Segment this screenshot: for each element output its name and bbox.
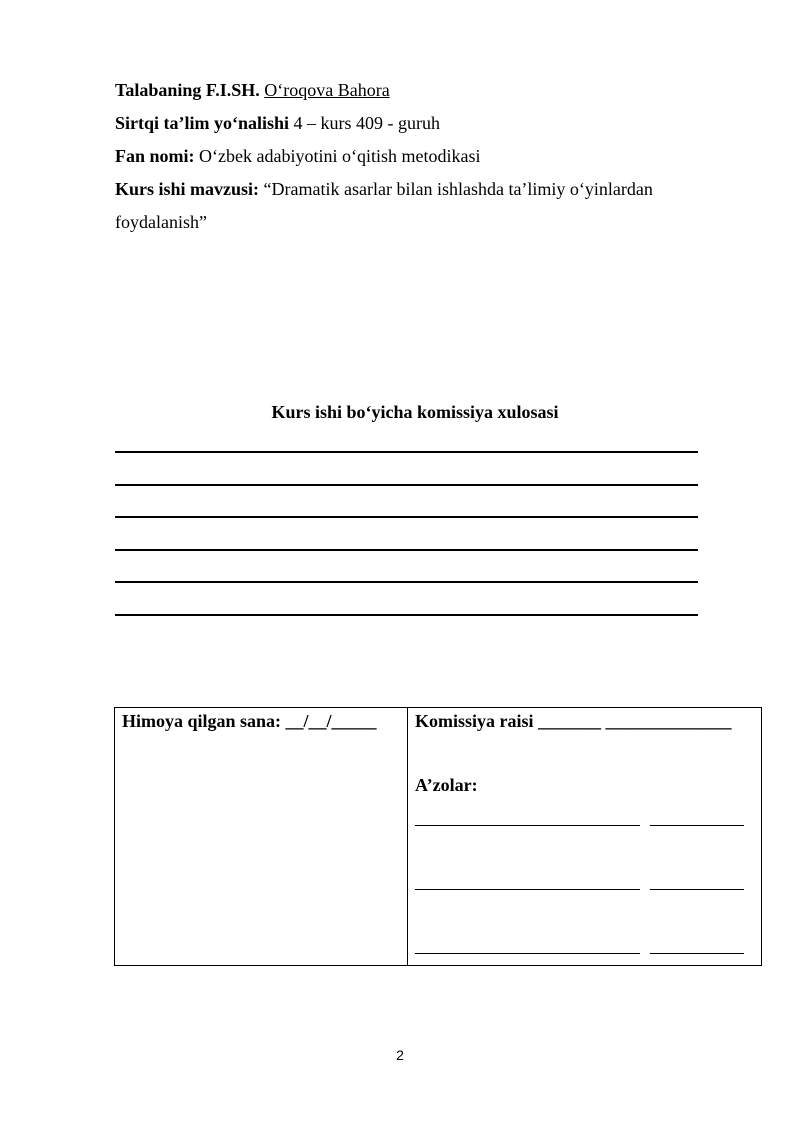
conclusion-blank-line [115,451,698,453]
student-info [115,74,715,239]
conclusion-blank-line [115,516,698,518]
subject-value: O‘zbek adabiyotini o‘qitish metodikasi [199,146,481,166]
member-signature-line [650,953,744,954]
student-name-line [115,74,715,107]
conclusion-blank-line [115,484,698,486]
subject-line [115,140,715,173]
topic-label: Kurs ishi mavzusi: [115,179,260,199]
defense-date-label: Himoya qilgan sana: __/__/_____ [122,711,377,731]
topic-line [115,173,715,239]
member-signature-line [650,825,744,826]
commission-cell [408,708,762,966]
members-label: A’zolar: [415,775,478,795]
conclusion-blank-line [115,581,698,583]
chair-label: Komissiya raisi _______ ______________ [415,711,732,731]
direction-label: Sirtqi ta’lim yo‘nalishi [115,113,290,133]
topic-value: “Dramatik asarlar bilan ishlashda ta’limiy o‘yinlardan foydalanish” [115,179,653,232]
direction-line [115,107,715,140]
member-name-line [415,825,640,826]
member-name-line [415,889,640,890]
conclusion-title: Kurs ishi bo‘yicha komissiya xulosasi [271,402,559,422]
member-signature-line [650,889,744,890]
signature-table [114,707,762,966]
direction-value: 4 – kurs 409 - guruh [293,113,441,133]
student-name-value: O‘roqova Bahora [264,80,390,100]
subject-label: Fan nomi: [115,146,195,166]
member-name-line [415,953,640,954]
conclusion-blank-line [115,549,698,551]
defense-date-cell [115,708,408,966]
conclusion-blank-line [115,614,698,616]
page-number: 2 [396,1047,404,1063]
student-name-label: Talabaning F.I.SH. [115,80,260,100]
